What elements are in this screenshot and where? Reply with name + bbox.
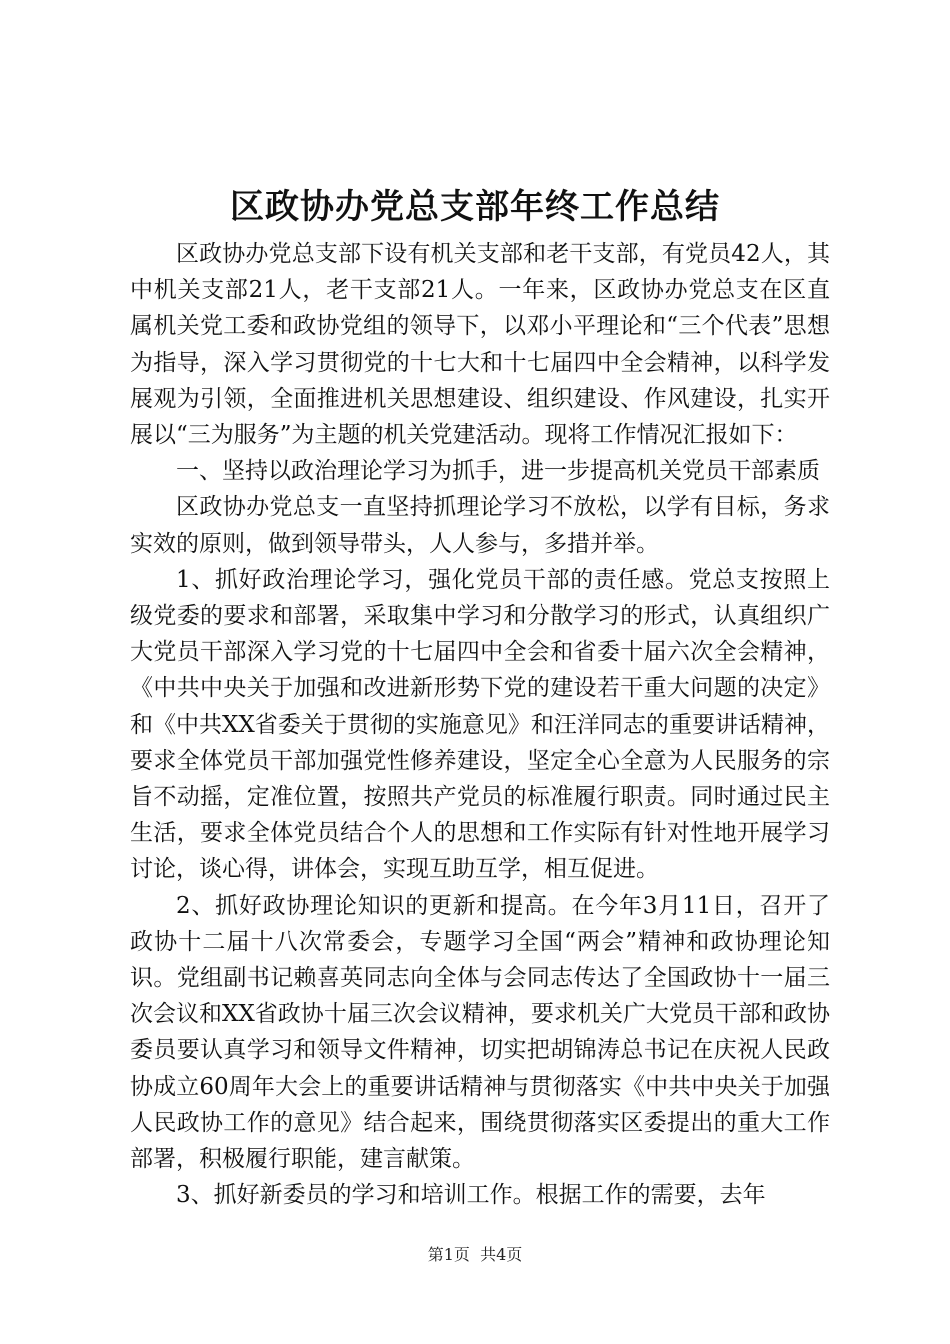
section-heading-1: 一、坚持以政治理论学习为抓手，进一步提高机关党员干部素质 xyxy=(176,458,820,485)
paragraph-section-1-intro: 区政协办党总支一直坚持抓理论学习不放松，以学有目标，务求实效的原则，做到领导带头，人人参与，多措并举。 xyxy=(130,494,830,557)
page-number: 第1页 xyxy=(427,1245,470,1264)
paragraph-item-2: 2、抓好政协理论知识的更新和提高。在今年3月11日，召开了政协十二届十八次常委会，专题学习全国“两会”精神和政协理论知识。党组副书记赖喜英同志向全体与会同志传达了全国政协十一届三次会议和XX省政协十届三次会议精神，要求机关广大党员干部和政协委员要认真学习和领导文件精神，切实把胡锦涛总书记在庆祝人民政协成立60周年大会上的重要讲话精神与贯彻落实《中共中央关于加强人民政协工作的意见》结合起来，围绕贯彻落实区委提出的重大工作部署，积极履行职能，建言献策。 xyxy=(130,892,830,1173)
paragraph-item-3: 3、抓好新委员的学习和培训工作。根据工作的需要，去年 xyxy=(176,1182,766,1209)
paragraph-item-1: 1、抓好政治理论学习，强化党员干部的责任感。党总支按照上级党委的要求和部署，采取集中学习和分散学习的形式，认真组织广大党员干部深入学习党的十七届四中全会和省委十届六次全会精神，《中共中央关于加强和改进新形势下党的建设若干重大问题的决定》和《中共XX省委关于贯彻的实施意见》和汪洋同志的重要讲话精神，要求全体党员干部加强党性修养建设，坚定全心全意为人民服务的宗旨不动摇，定准位置，按照共产党员的标准履行职责。同时通过民主生活，要求全体党员结合个人的思想和工作实际有针对性地开展学习讨论，谈心得，讲体会，实现互助互学，相互促进。 xyxy=(130,566,830,883)
page-footer xyxy=(0,1244,950,1266)
paragraph-intro: 区政协办党总支部下设有机关支部和老干支部，有党员42人，其中机关支部21人，老干支部21人。一年来，区政协办党总支在区直属机关党工委和政协党组的领导下，以邓小平理论和“三个代表”思想为指导，深入学习贯彻党的十七大和十七届四中全会精神，以科学发展观为引领，全面推进机关思想建设、组织建设、作风建设，扎实开展以“三为服务”为主题的机关党建活动。现将工作情况汇报如下： xyxy=(130,241,830,449)
document-title: 区政协办党总支部年终工作总结 xyxy=(230,187,720,227)
document-body xyxy=(130,236,830,1213)
page-total: 共4页 xyxy=(480,1245,523,1264)
